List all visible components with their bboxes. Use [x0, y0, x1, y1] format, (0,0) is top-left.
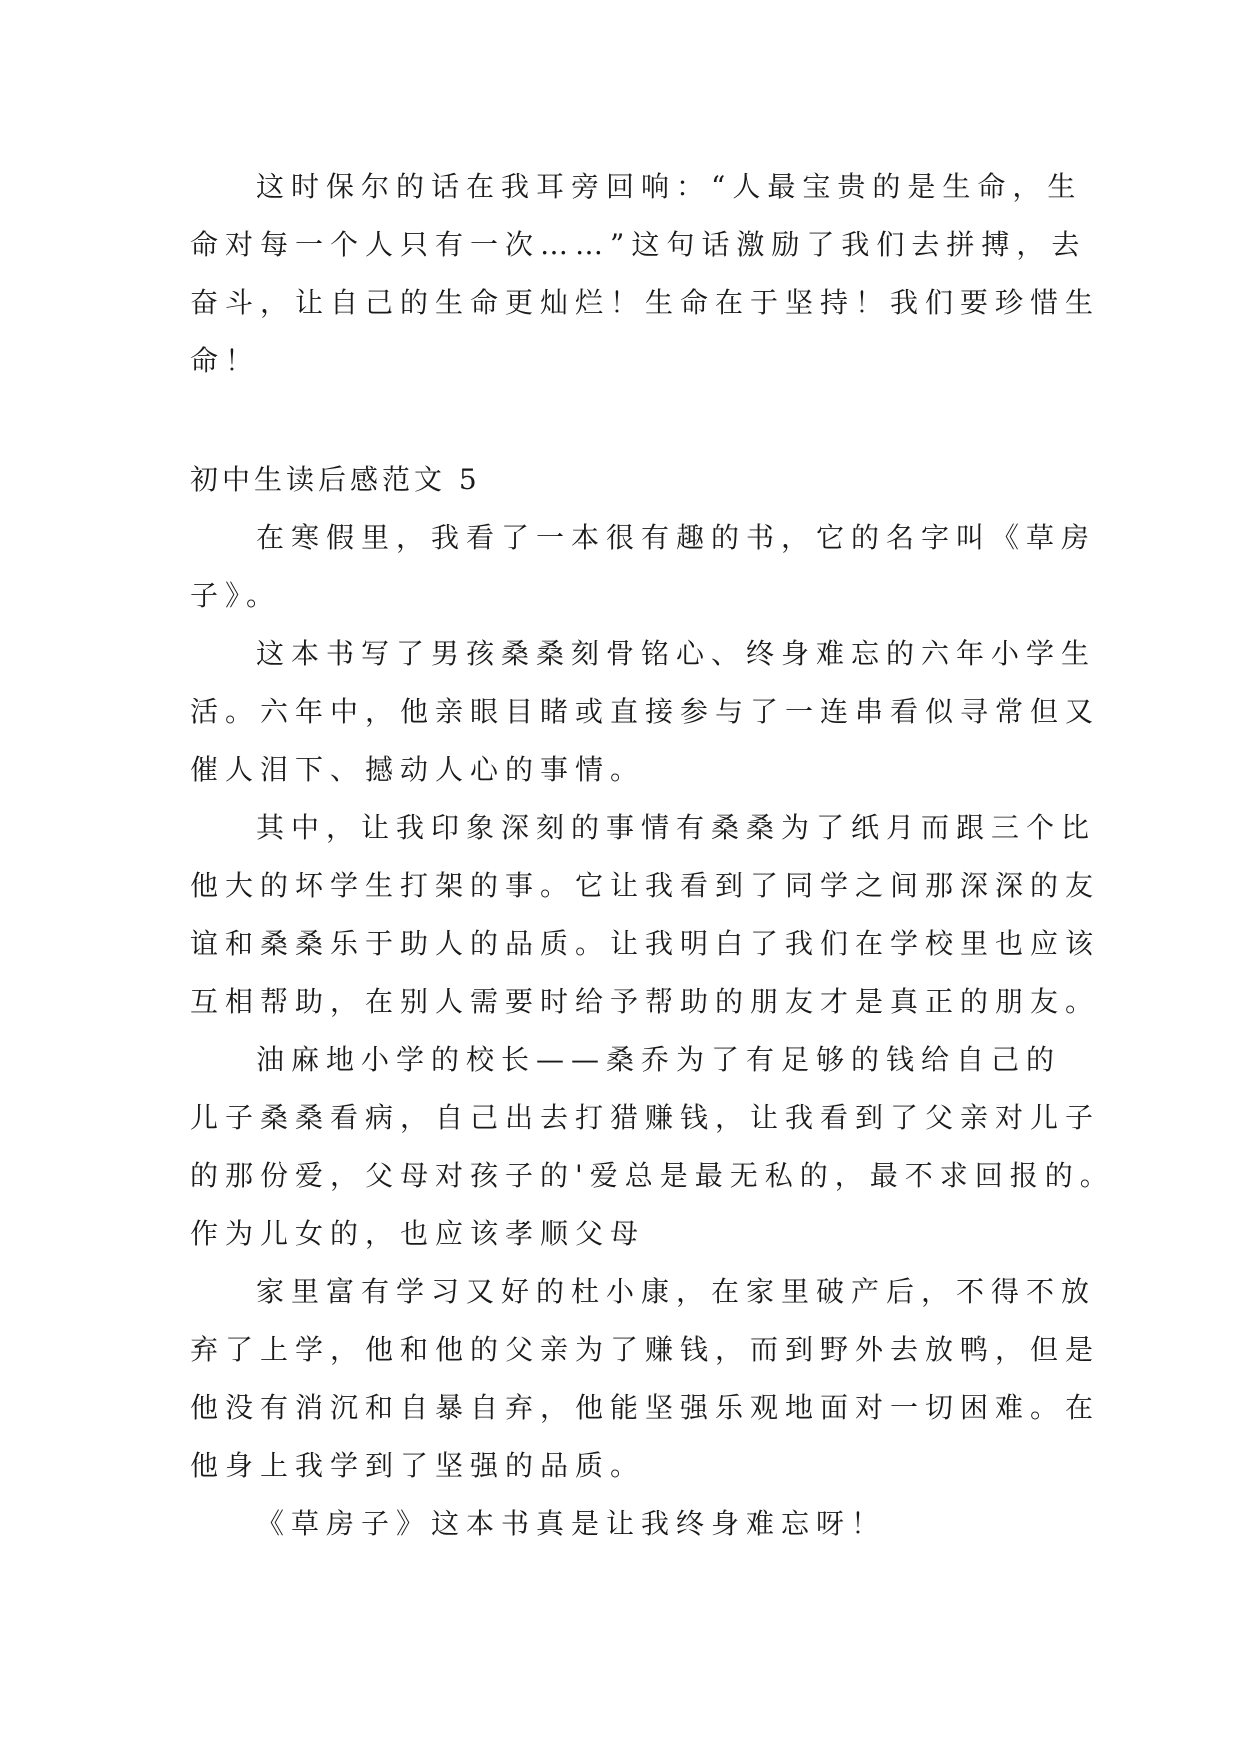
text-line: 催人泪下、撼动人心的事情。 [190, 753, 646, 786]
text-line: 《草房子》这本书真是让我终身难忘呀！ [256, 1507, 887, 1540]
section-heading: 初中生读后感范文 5 [190, 463, 481, 496]
text-line: 弃了上学，他和他的父亲为了赚钱，而到野外去放鸭，但是 [190, 1333, 1101, 1366]
text-line: 谊和桑桑乐于助人的品质。让我明白了我们在学校里也应该 [190, 927, 1101, 960]
text-line: 命对每一个人只有一次……”这句话激励了我们去拼搏，去 [190, 228, 1087, 261]
text-line: 作为儿女的，也应该孝顺父母 [190, 1217, 646, 1250]
text-line: 奋斗，让自己的生命更灿烂！生命在于坚持！我们要珍惜生 [190, 286, 1101, 319]
text-line: 在寒假里，我看了一本很有趣的书，它的名字叫《草房 [256, 521, 1097, 554]
text-line: 油麻地小学的校长——桑乔为了有足够的钱给自己的 [256, 1043, 1062, 1076]
text-line: 他没有消沉和自暴自弃，他能坚强乐观地面对一切困难。在 [190, 1391, 1101, 1424]
text-line: 家里富有学习又好的杜小康，在家里破产后，不得不放 [256, 1275, 1097, 1308]
text-line: 儿子桑桑看病，自己出去打猎赚钱，让我看到了父亲对儿子 [190, 1101, 1101, 1134]
text-line: 子》。 [190, 579, 282, 612]
text-line: 命！ [190, 344, 261, 377]
text-line: 他大的坏学生打架的事。它让我看到了同学之间那深深的友 [190, 869, 1101, 902]
text-line: 他身上我学到了坚强的品质。 [190, 1449, 646, 1482]
text-line: 的那份爱，父母对孩子的'爱总是最无私的，最不求回报的。 [190, 1159, 1115, 1192]
text-line: 互相帮助，在别人需要时给予帮助的朋友才是真正的朋友。 [190, 985, 1101, 1018]
text-line: 其中，让我印象深刻的事情有桑桑为了纸月而跟三个比 [256, 811, 1097, 844]
text-line: 活。六年中，他亲眼目睹或直接参与了一连串看似寻常但又 [190, 695, 1101, 728]
text-line: 这本书写了男孩桑桑刻骨铭心、终身难忘的六年小学生 [256, 637, 1097, 670]
text-line: 这时保尔的话在我耳旁回响：“人最宝贵的是生命，生 [256, 170, 1083, 203]
